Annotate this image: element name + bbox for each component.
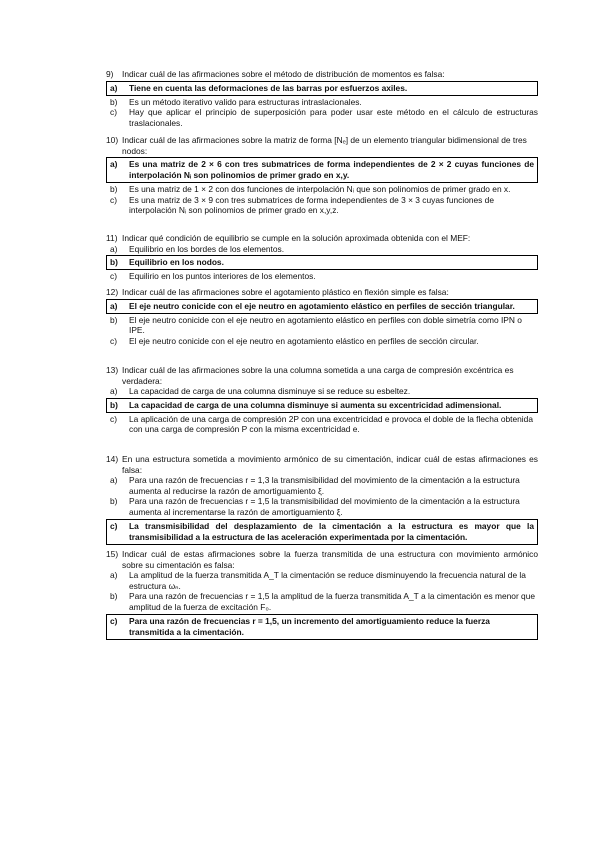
option-b-correct — [106, 255, 538, 270]
option-text: La capacidad de carga de una columna disminuye si aumenta su excentricidad adimensional. — [129, 399, 502, 410]
option-text: El eje neutro conicide con el eje neutro en agotamiento elástico en perfiles con doble simetría como IPN o IPE. — [129, 314, 522, 336]
question-number: 12) — [106, 287, 119, 297]
option-c — [110, 414, 538, 435]
option-a-correct — [106, 81, 538, 96]
question-stem — [106, 135, 538, 156]
option-c — [110, 336, 538, 347]
question-text: Indicar cuál de las afirmaciones sobre el agotamiento plástico en flexión simple es falsa: — [122, 287, 449, 297]
option-label: a) — [110, 159, 118, 170]
option-text: Para una razón de frecuencias r = 1,5 la amplitud de la fuerza transmitida A_T a la cimentación es menor que amplitud de la fuerza de excitación F₀. — [129, 591, 536, 612]
option-text: Es una matriz de 3 × 9 con tres submatrices de forma independientes de 3 × 3 cuyas funciones de interpolación Nᵢ son polinomios de primer grado en x,y,z. — [129, 194, 494, 216]
option-label: c) — [110, 271, 117, 282]
question-15 — [106, 549, 538, 641]
option-label: b) — [110, 399, 118, 410]
option-c-correct — [106, 614, 538, 640]
question-stem — [106, 549, 538, 570]
option-label: a) — [110, 300, 118, 311]
question-9 — [106, 69, 538, 128]
option-text: Hay que aplicar el principio de superposición para poder usar este método en el cálculo de estructuras traslacionales. — [129, 107, 538, 128]
option-a — [110, 570, 538, 591]
option-b — [110, 496, 538, 517]
option-c — [110, 271, 538, 282]
question-number: 14) — [106, 454, 119, 464]
option-text: Para una razón de frecuencias r = 1,3 la transmisibilidad del movimiento de la cimentación a la estructura aumenta al reducirse la razón de amortiguamiento ξ. — [129, 475, 520, 496]
option-label: b) — [110, 184, 118, 195]
option-label: b) — [110, 314, 118, 325]
option-text: El eje neutro conicide con el eje neutro en agotamiento elástico en perfiles de sección triangular. — [129, 300, 515, 311]
option-label: b) — [110, 96, 118, 107]
question-text: Indicar qué condición de equilibrio se cumple en la solución aproximada obtenida con el MEF: — [122, 233, 471, 243]
option-text: Para una razón de frecuencias r = 1,5, un incremento del amortiguamiento reduce la fuerza transmitida a la cimentación. — [129, 615, 490, 637]
option-c-correct — [106, 519, 538, 545]
option-label: c) — [110, 520, 118, 531]
question-text: Indicar cuál de las afirmaciones sobre el método de distribución de momentos es falsa: — [122, 69, 445, 79]
question-11 — [106, 233, 538, 282]
option-text: La capacidad de carga de una columna disminuye si se reduce su esbeltez. — [129, 386, 411, 397]
option-text: Para una razón de frecuencias r = 1,5 la transmisibilidad del movimiento de la cimentación a la estructura aumenta al incrementarse la razón de amortiguamiento ξ. — [129, 496, 520, 517]
option-text: La amplitud de la fuerza transmitida A_T la cimentación se reduce disminuyendo la frecuencia natural de la estructura ωₙ. — [129, 570, 526, 591]
option-b-correct — [106, 398, 538, 413]
question-text: Indicar cuál de las afirmaciones sobre la matriz de forma [Nₑ] de un elemento triangular bidimensional de tres nodos: — [122, 135, 527, 156]
question-text: Indicar cuál de las afirmaciones sobre la una columna sometida a una carga de compresión excéntrica es verdadera: — [122, 365, 514, 386]
option-c — [110, 107, 538, 128]
option-a-correct — [106, 299, 538, 314]
question-number: 11) — [106, 233, 118, 243]
question-number: 10) — [106, 135, 119, 145]
option-label: c) — [110, 194, 117, 205]
option-text: Es un método iterativo valido para estructuras intraslacionales. — [129, 96, 362, 107]
option-label: b) — [110, 257, 118, 268]
question-stem — [106, 233, 538, 244]
option-label: a) — [110, 82, 118, 93]
option-a-correct — [106, 157, 538, 183]
option-text: Es una matriz de 1 × 2 con dos funciones de interpolación Nᵢ que son polinomios de primer grado en x. — [129, 184, 511, 195]
question-14 — [106, 454, 538, 546]
question-12 — [106, 287, 538, 346]
question-text: Indicar cuál de estas afirmaciones sobre la fuerza transmitida de una estructura con movimiento armónico sobre su cimentación es falsa: — [122, 549, 538, 570]
option-label: a) — [110, 475, 118, 486]
option-text: Tiene en cuenta las deformaciones de las barras por esfuerzos axiles. — [129, 82, 408, 93]
option-b — [110, 591, 538, 612]
option-text: El eje neutro conicide con el eje neutro en agotamiento elástico en perfiles de sección circular. — [129, 335, 479, 346]
option-text: Equilirio en los puntos interiores de los elementos. — [129, 271, 316, 282]
question-number: 13) — [106, 365, 119, 375]
question-number: 15) — [106, 549, 119, 559]
option-b — [110, 97, 538, 108]
option-label: c) — [110, 615, 118, 626]
option-a — [110, 475, 538, 496]
question-10 — [106, 135, 538, 216]
option-label: a) — [110, 243, 118, 254]
option-a — [110, 386, 538, 397]
option-label: b) — [110, 496, 118, 507]
option-label: a) — [110, 386, 118, 397]
option-text: Equilibrio en los bordes de los elementos. — [129, 243, 285, 254]
option-label: c) — [110, 335, 117, 346]
option-c — [110, 195, 538, 216]
option-text: Equilibrio en los nodos. — [129, 257, 224, 268]
option-label: a) — [110, 570, 118, 581]
option-label: b) — [110, 591, 118, 602]
question-text: En una estructura sometida a movimiento armónico de su cimentación, indicar cuál de estas afirmaciones es falsa: — [122, 454, 538, 475]
question-stem — [106, 287, 538, 298]
question-number: 9) — [106, 69, 114, 79]
option-label: c) — [110, 413, 117, 424]
option-b — [110, 184, 538, 195]
option-label: c) — [110, 107, 117, 118]
question-stem — [106, 69, 538, 80]
option-text: La transmisibilidad del desplazamiento de la cimentación a la estructura es mayor que la transmisibilidad a la estructura de las aceleración experimentada por la cimentación. — [129, 520, 534, 542]
option-b — [110, 315, 538, 336]
question-stem — [106, 454, 538, 475]
question-stem — [106, 365, 538, 386]
option-a — [110, 244, 538, 255]
question-13 — [106, 365, 538, 435]
option-text: Es una matriz de 2 × 6 con tres submatrices de forma independientes de 2 × 2 cuyas funciones de interpolación Nᵢ son polinomios de primer grado en x,y. — [129, 159, 534, 181]
option-text: La aplicación de una carga de compresión 2P con una excentricidad e provoca el doble de la flecha obtenida con una carga de compresión P con la misma excentricidad e. — [129, 413, 533, 435]
